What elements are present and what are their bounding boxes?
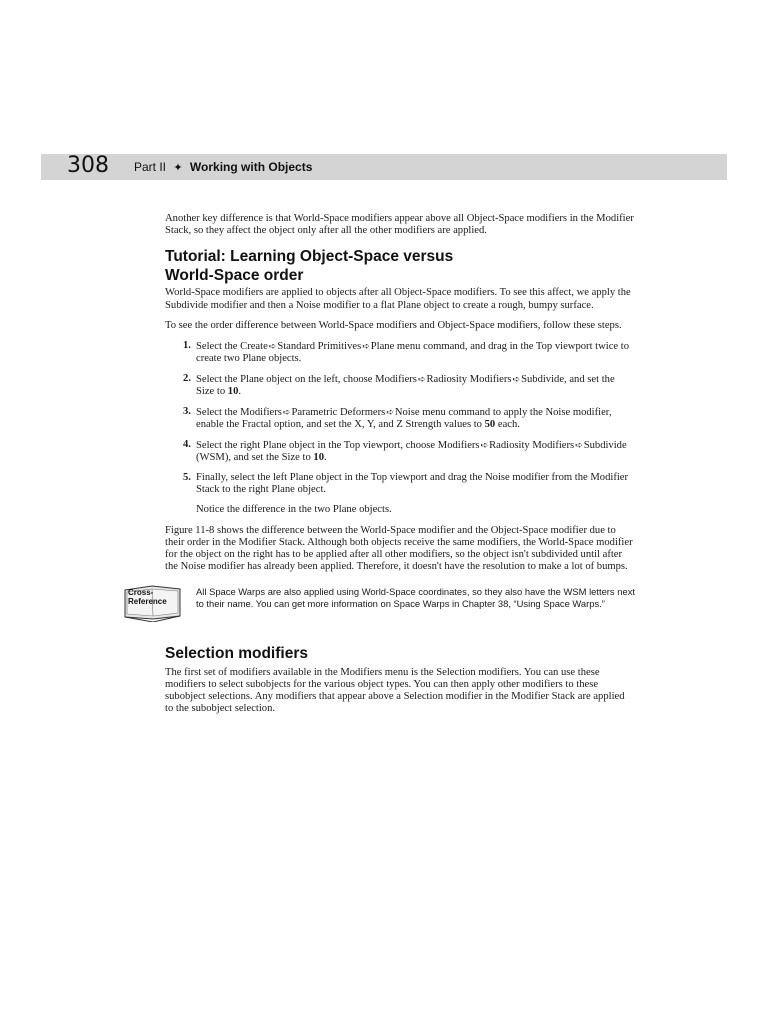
chapter-title: Working with Objects	[189, 160, 313, 174]
step-text: Subdivide (WSM), and set the Size to	[196, 439, 627, 463]
step-text: Standard Primitives	[277, 341, 362, 353]
tutorial-heading-line1: Tutorial: Learning Object-Space versus	[165, 248, 454, 266]
page-number: 308	[67, 153, 109, 178]
tutorial-steps	[165, 340, 635, 496]
menu-arrow-icon: ➪	[282, 406, 291, 417]
step-value: 10	[227, 386, 239, 398]
menu-arrow-icon: ➪	[512, 373, 521, 384]
book-icon	[122, 582, 184, 622]
running-header	[41, 154, 727, 180]
menu-arrow-icon: ➪	[480, 439, 489, 450]
menu-arrow-icon: ➪	[417, 373, 426, 384]
step-number: 1.	[183, 340, 191, 352]
running-head	[134, 154, 312, 181]
step-text: Radiosity Modifiers	[489, 439, 575, 451]
step-note: Notice the difference in the two Plane objects.	[196, 503, 392, 515]
tutorial-paragraph-3: Figure 11-8 shows the difference between the World-Space modifier and the Object-Space modifier due to their order in the Modifier Stack. Although both objects receive the same modifiers, the World-Space modifier for the object on the right has to be applied after all other modifiers, so the object isn't subdivided until after the Noise modifier has already been applied. Therefore, it doesn't have the resolution to make a lot of bumps.	[165, 524, 633, 573]
step-value: 50	[484, 419, 496, 431]
step-text: Select the Plane object on the left, choose Modifiers	[196, 373, 417, 385]
tutorial-heading-line2: World-Space order	[165, 267, 304, 285]
cross-reference-label-1: Cross-	[128, 587, 154, 597]
list-item	[165, 373, 635, 398]
menu-arrow-icon: ➪	[362, 341, 370, 352]
step-text: Finally, select the left Plane object in the Top viewport and drag the Noise modifier from the Modifier Stack to the right Plane object.	[196, 471, 629, 495]
tutorial-paragraph-2: To see the order difference between World-Space modifiers and Object-Space modifiers, follow these steps.	[165, 319, 622, 331]
page-content	[128, 213, 635, 723]
separator-icon: ✦	[173, 162, 183, 174]
list-item	[165, 472, 635, 496]
selection-paragraph: The first set of modifiers available in the Modifiers menu is the Selection modifiers. You can use these modifiers to select subobjects for the various object types. You can then apply other modifiers to these subobject selections. Any modifiers that appear above a Selection modifier in the Modifier Stack are applied to the subobject selection.	[165, 666, 625, 715]
cross-reference-label-2: Reference	[128, 596, 167, 606]
step-number: 3.	[183, 405, 191, 417]
step-text: Plane menu command, and drag in the Top viewport twice to create two Plane objects.	[196, 341, 630, 365]
tutorial-paragraph-1: World-Space modifiers are applied to objects after all Object-Space modifiers. To see this affect, we apply the Subdivide modifier and then a Noise modifier to a flat Plane object to create a rough, bumpy surface.	[165, 287, 631, 311]
menu-arrow-icon: ➪	[575, 439, 583, 450]
step-number: 4.	[183, 438, 191, 450]
step-value: 10	[313, 451, 324, 463]
tutorial-heading	[165, 247, 635, 285]
step-text: Parametric Deformers	[291, 406, 386, 418]
list-item	[165, 439, 635, 464]
intro-paragraph: Another key difference is that World-Space modifiers appear above all Object-Space modifiers in the Modifier Stack, so they affect the object only after all the other modifiers are applied.	[165, 213, 634, 237]
step-text: Select the Modifiers	[196, 406, 282, 418]
list-item	[165, 406, 635, 431]
step-text: each.	[495, 419, 520, 431]
step-text: .	[323, 451, 327, 463]
selection-heading: Selection modifiers	[165, 644, 308, 662]
step-text: Subdivide, and set the Size to	[196, 373, 615, 398]
step-number: 5.	[183, 471, 191, 483]
menu-arrow-icon: ➪	[268, 341, 277, 352]
menu-arrow-icon: ➪	[386, 406, 394, 417]
cross-reference-box	[128, 585, 635, 626]
list-item	[165, 340, 635, 365]
step-text: Select the Create	[196, 341, 268, 353]
step-text: Noise menu command to apply the Noise modifier, enable the Fractal option, and set the X, Y, and Z Strength values to	[196, 406, 612, 431]
step-number: 2.	[183, 372, 191, 384]
step-text: .	[238, 386, 242, 398]
part-label: Part II	[134, 160, 167, 174]
step-text: Radiosity Modifiers	[426, 373, 512, 385]
step-text: Select the right Plane object in the Top viewport, choose Modifiers	[196, 439, 480, 451]
cross-reference-text: All Space Warps are also applied using World-Space coordinates, so they also have the WSM letters next to their name. You can get more information on Space Warps in Chapter 38, “Using Space Warps.”	[196, 585, 635, 609]
